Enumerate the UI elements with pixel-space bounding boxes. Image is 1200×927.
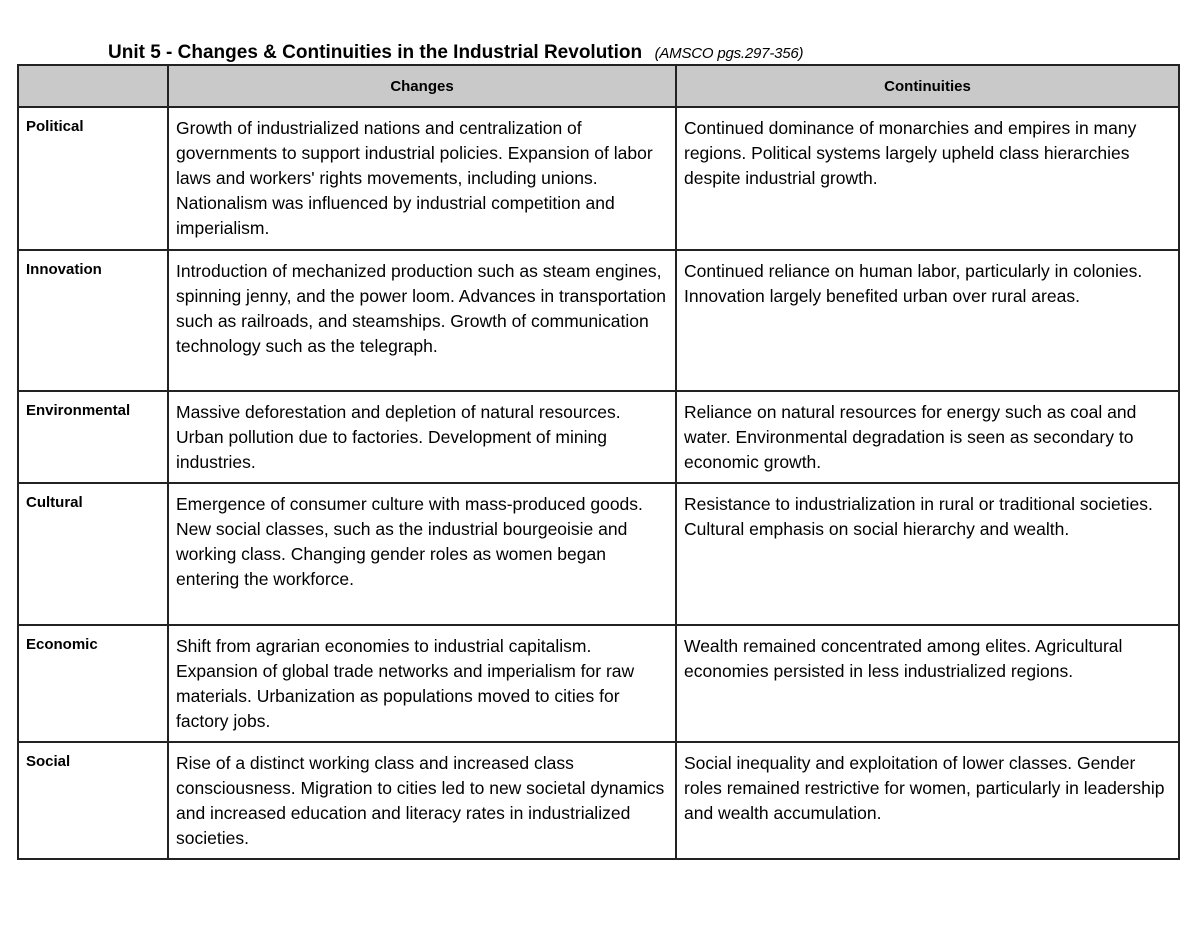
row-label: Innovation: [18, 250, 168, 391]
continuities-cell: Continued dominance of monarchies and empires in many regions. Political systems largely upheld class hierarchies despite industrial growth.: [676, 107, 1179, 250]
changes-cell: Growth of industrialized nations and centralization of governments to support industrial policies. Expansion of labor laws and workers' rights movements, including unions. Nationalism was influenced by industrial competition and imperialism.: [168, 107, 676, 250]
header-blank-cell: [18, 65, 168, 107]
header-continuities: Continuities: [676, 65, 1179, 107]
table-row-environmental: [18, 391, 1179, 483]
document-title-line: [108, 42, 803, 65]
row-label: Political: [18, 107, 168, 250]
row-label: Environmental: [18, 391, 168, 483]
table-row-economic: [18, 625, 1179, 742]
continuities-cell: Continued reliance on human labor, particularly in colonies. Innovation largely benefited urban over rural areas.: [676, 250, 1179, 391]
document-subtitle: (AMSCO pgs.297-356): [654, 45, 804, 62]
changes-cell: Introduction of mechanized production such as steam engines, spinning jenny, and the power loom. Advances in transportation such as railroads, and steamships. Growth of communication technology such as the telegraph.: [168, 250, 676, 391]
table-header-row: [18, 65, 1179, 107]
header-changes: Changes: [168, 65, 676, 107]
table-row-cultural: [18, 483, 1179, 625]
continuities-cell: Resistance to industrialization in rural or traditional societies. Cultural emphasis on social hierarchy and wealth.: [676, 483, 1179, 625]
changes-cell: Emergence of consumer culture with mass-produced goods. New social classes, such as the industrial bourgeoisie and working class. Changing gender roles as women began entering the workforce.: [168, 483, 676, 625]
changes-continuities-table: [17, 64, 1180, 860]
row-label: Social: [18, 742, 168, 859]
document-title: Unit 5 - Changes & Continuities in the Industrial Revolution: [108, 42, 643, 63]
changes-cell: Massive deforestation and depletion of natural resources. Urban pollution due to factories. Development of mining industries.: [168, 391, 676, 483]
table-row-innovation: [18, 250, 1179, 391]
continuities-cell: Social inequality and exploitation of lower classes. Gender roles remained restrictive for women, particularly in leadership and wealth accumulation.: [676, 742, 1179, 859]
table-row-social: [18, 742, 1179, 859]
continuities-cell: Reliance on natural resources for energy such as coal and water. Environmental degradation is seen as secondary to economic growth.: [676, 391, 1179, 483]
row-label: Cultural: [18, 483, 168, 625]
row-label: Economic: [18, 625, 168, 742]
changes-cell: Shift from agrarian economies to industrial capitalism. Expansion of global trade networks and imperialism for raw materials. Urbanization as populations moved to cities for factory jobs.: [168, 625, 676, 742]
table-row-political: [18, 107, 1179, 250]
changes-cell: Rise of a distinct working class and increased class consciousness. Migration to cities led to new societal dynamics and increased education and literacy rates in industrialized societies.: [168, 742, 676, 859]
continuities-cell: Wealth remained concentrated among elites. Agricultural economies persisted in less industrialized regions.: [676, 625, 1179, 742]
